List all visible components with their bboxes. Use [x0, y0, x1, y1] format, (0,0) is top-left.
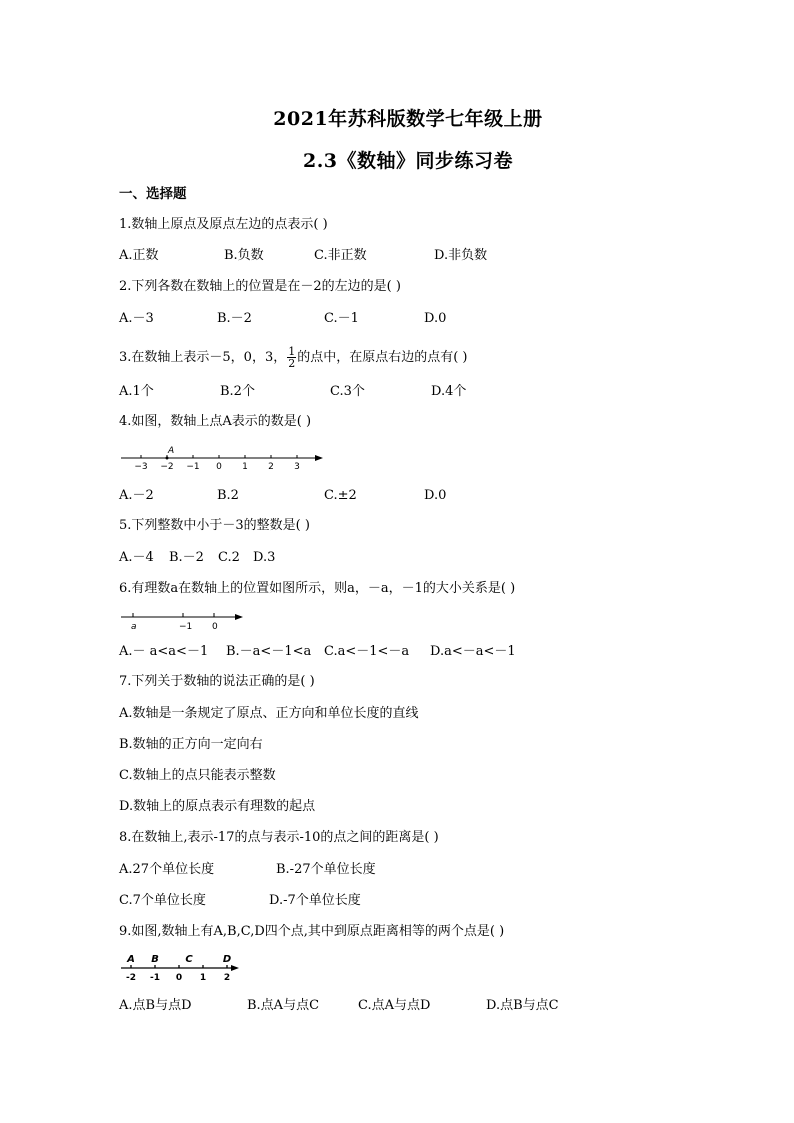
number-line-arrow — [235, 614, 243, 620]
question-4-option-a: A.－2 — [119, 488, 154, 503]
question-9-option-c: C.点A与点D — [358, 998, 431, 1013]
question-1-option-b: B.负数 — [224, 248, 264, 263]
tick-label: -2 — [126, 973, 136, 983]
question-4-stem: 4.如图，数轴上点A表示的数是( ) — [119, 414, 312, 429]
fraction-one-half — [287, 346, 296, 369]
question-2-option-b: B.－2 — [217, 311, 252, 326]
question-3-stem — [119, 346, 468, 369]
question-3-option-a: A.1个 — [119, 384, 154, 399]
fraction-denominator: 2 — [288, 357, 296, 370]
tick-label: 1 — [242, 462, 248, 472]
question-4-number-line — [119, 442, 329, 474]
section-heading: 一、选择题 — [119, 186, 187, 202]
tick-label: 0 — [216, 462, 222, 472]
question-7-option-b: B.数轴的正方向一定向右 — [119, 737, 263, 752]
point-label-a: a — [131, 622, 137, 632]
point-label: D — [222, 954, 232, 965]
question-6-stem: 6.有理数a在数轴上的位置如图所示，则a，－a，－1的大小关系是( ) — [119, 581, 516, 596]
document-subtitle: 2.3《数轴》同步练习卷 — [302, 150, 514, 172]
question-4-option-c: C.±2 — [324, 488, 357, 503]
tick-label: 1 — [199, 973, 207, 983]
question-2-stem: 2.下列各数在数轴上的位置是在－2的左边的是( ) — [119, 279, 401, 294]
point-label: A — [127, 954, 135, 965]
question-8-option-d: D.-7个单位长度 — [269, 893, 361, 908]
fraction-numerator: 1 — [288, 345, 296, 358]
tick-label: −1 — [186, 462, 200, 472]
tick-label: 0 — [175, 973, 183, 983]
question-9-option-b: B.点A与点C — [247, 998, 320, 1013]
question-6-option-a: A.－ a<a<－1 — [119, 644, 209, 659]
tick-label: −1 — [179, 622, 193, 632]
question-3-option-d: D.4个 — [431, 384, 467, 399]
question-7-option-a: A.数轴是一条规定了原点、正方向和单位长度的直线 — [119, 706, 419, 721]
tick-label: 0 — [212, 622, 218, 632]
document-title: 2021年苏科版数学七年级上册 — [273, 108, 543, 130]
question-1-option-d: D.非负数 — [434, 248, 488, 263]
question-8-option-a: A.27个单位长度 — [119, 862, 215, 877]
question-5-option-a: A.－4 — [119, 550, 154, 565]
point-a-marker — [166, 457, 169, 460]
question-8-stem: 8.在数轴上,表示-17的点与表示-10的点之间的距离是( ) — [119, 830, 439, 845]
question-6-option-b: B.－a<－1<a — [226, 644, 312, 659]
question-1-stem: 1.数轴上原点及原点左边的点表示( ) — [119, 217, 328, 232]
question-7-option-c: C.数轴上的点只能表示整数 — [119, 768, 276, 783]
question-5-option-b: B.－2 — [169, 550, 204, 565]
question-8-option-b: B.-27个单位长度 — [276, 862, 376, 877]
question-6-number-line — [119, 608, 249, 632]
tick-label: −3 — [134, 462, 148, 472]
tick-label: -1 — [150, 973, 160, 983]
question-5-option-d: D.3 — [253, 550, 276, 565]
question-9-stem: 9.如图,数轴上有A,B,C,D四个点,其中到原点距离相等的两个点是( ) — [119, 924, 505, 939]
tick-label: 2 — [268, 462, 274, 472]
question-4-option-d: D.0 — [424, 488, 447, 503]
question-9-option-a: A.点B与点D — [119, 998, 192, 1013]
question-3-stem-after: 的点中，在原点右边的点有( ) — [297, 350, 468, 365]
question-2-option-c: C.－1 — [324, 311, 359, 326]
question-1-option-a: A.正数 — [119, 248, 159, 263]
question-2-option-d: D.0 — [424, 311, 447, 326]
question-9-option-d: D.点B与点C — [486, 998, 559, 1013]
question-8-option-c: C.7个单位长度 — [119, 893, 206, 908]
question-5-stem: 5.下列整数中小于－3的整数是( ) — [119, 518, 310, 533]
question-3-stem-before: 3.在数轴上表示－5，0，3， — [119, 350, 287, 365]
question-7-stem: 7.下列关于数轴的说法正确的是( ) — [119, 674, 315, 689]
point-label: C — [185, 954, 193, 965]
question-7-option-d: D.数轴上的原点表示有理数的起点 — [119, 799, 316, 814]
tick-label: −2 — [160, 462, 174, 472]
question-9-number-line — [119, 952, 249, 986]
question-5-option-c: C.2 — [218, 550, 240, 565]
question-6-option-d: D.a<－a<－1 — [430, 644, 516, 659]
tick-label: 2 — [223, 973, 231, 983]
question-4-option-b: B.2 — [217, 488, 239, 503]
number-line-arrow — [315, 455, 323, 461]
question-2-option-a: A.－3 — [119, 311, 154, 326]
question-1-option-c: C.非正数 — [314, 248, 367, 263]
question-6-option-c: C.a<－1<－a — [324, 644, 410, 659]
question-3-option-b: B.2个 — [220, 384, 255, 399]
question-3-option-c: C.3个 — [330, 384, 365, 399]
point-label-a: A — [168, 446, 175, 456]
number-line-arrow — [231, 965, 239, 971]
tick-label: 3 — [294, 462, 300, 472]
point-label: B — [151, 954, 159, 965]
